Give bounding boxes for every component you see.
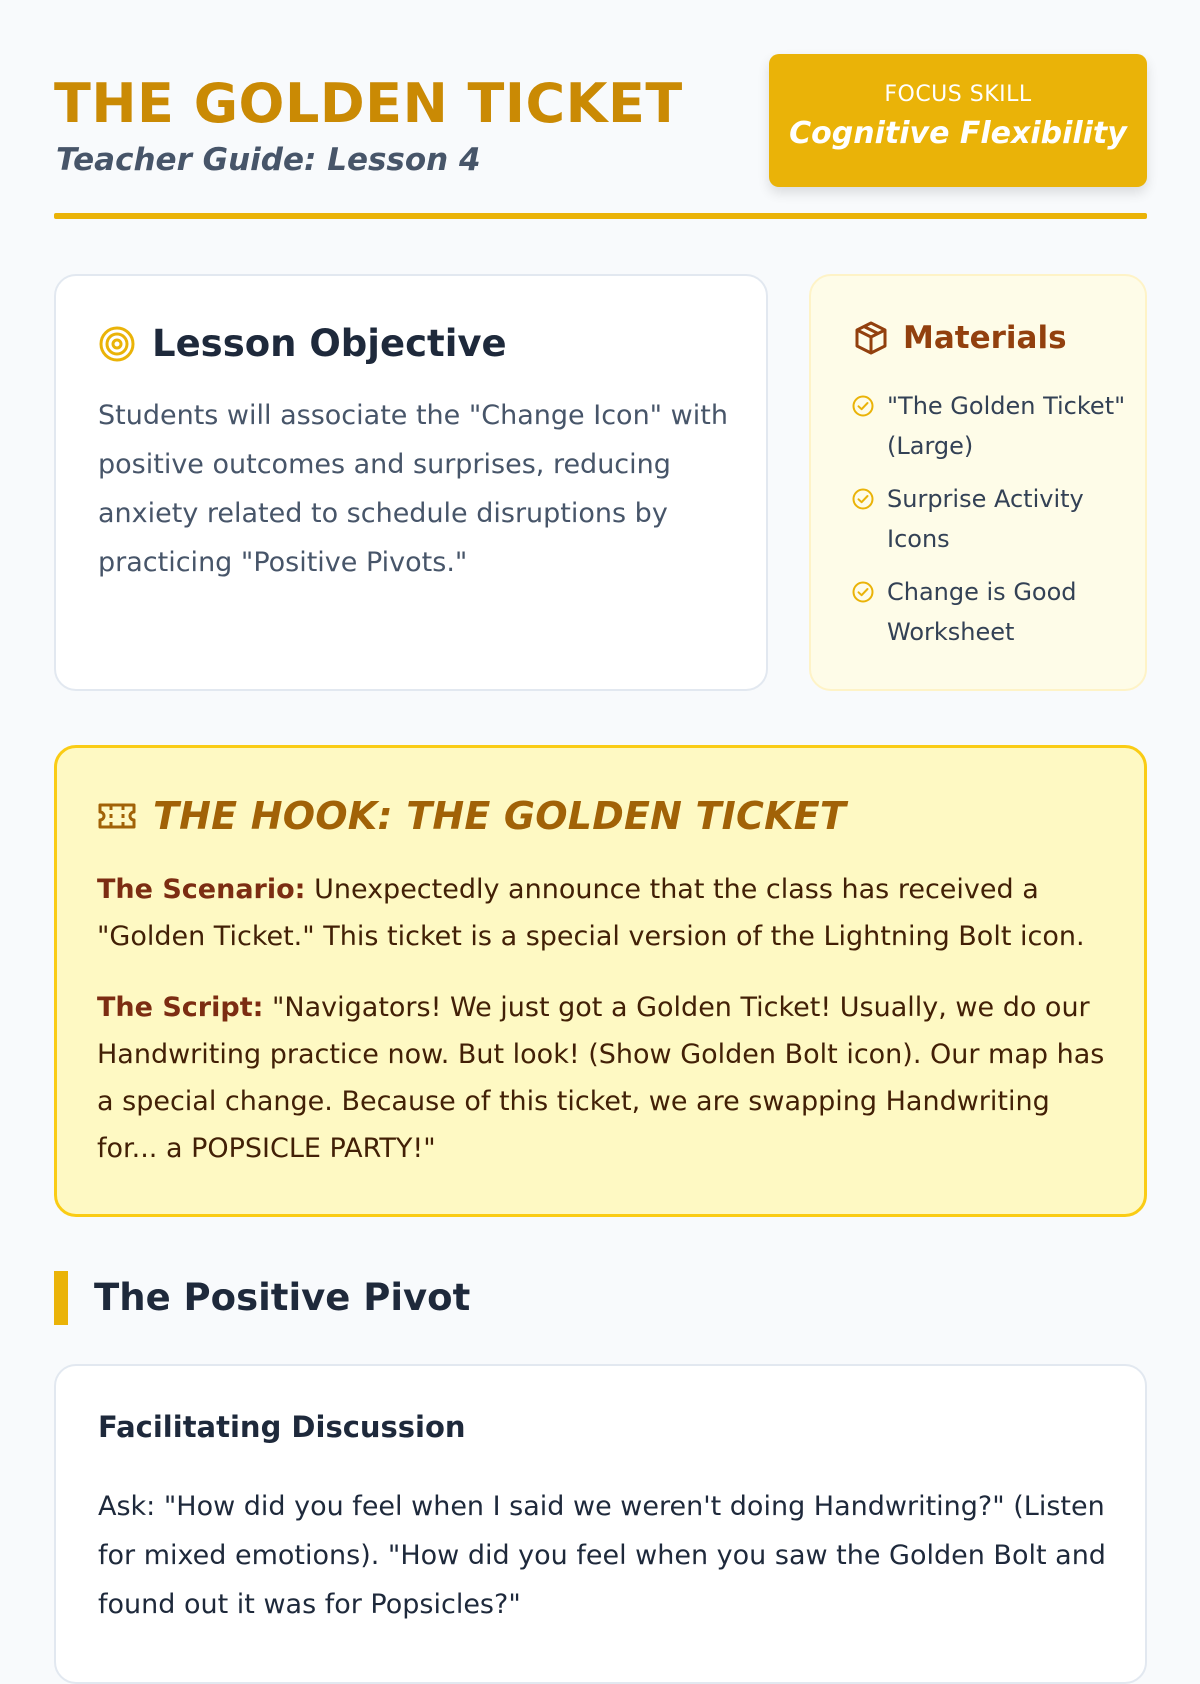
hook-section	[54, 745, 1147, 1217]
discussion-text: Ask: "How did you feel when I said we weren't doing Handwriting?" (Listen for mixed emotions). "How did you feel when you saw the Golden Bolt and found out it was for Popsicles?"	[98, 1491, 1106, 1620]
section-accent-bar	[54, 1271, 68, 1325]
script-label: The Script:	[97, 992, 264, 1023]
scenario-text: Unexpectedly announce that the class has received a "Golden Ticket." This ticket is a special version of the Lightning Bolt icon.	[97, 874, 1085, 952]
hook-scenario	[97, 866, 1107, 960]
page-title: THE GOLDEN TICKET	[54, 72, 683, 135]
materials-heading-text: Materials	[903, 320, 1067, 356]
header-divider	[54, 213, 1147, 219]
list-item	[851, 572, 1141, 652]
material-label: Surprise Activity Icons	[887, 485, 1084, 553]
page-header	[54, 0, 1147, 220]
lesson-objective-card	[54, 274, 768, 691]
target-icon	[98, 325, 136, 363]
materials-card	[809, 274, 1147, 691]
materials-heading	[853, 320, 1067, 356]
box-icon	[853, 320, 889, 356]
check-circle-icon	[851, 487, 875, 511]
hook-heading	[97, 794, 846, 838]
lesson-page	[54, 0, 1147, 1620]
check-circle-icon	[851, 580, 875, 604]
hook-heading-text: THE HOOK: THE GOLDEN TICKET	[153, 794, 847, 838]
script-text: "Navigators! We just got a Golden Ticket! Usually, we do our Handwriting practice now. But look! (Show Golden Bolt icon). Our map has a special change. Because of this ticket, we are swapping Handwriting for... a POPSICLE PARTY!"	[97, 992, 1105, 1164]
scenario-label: The Scenario:	[97, 874, 306, 905]
list-item	[851, 386, 1141, 466]
page-subtitle: Teacher Guide: Lesson 4	[56, 142, 481, 178]
hook-script	[97, 984, 1107, 1172]
focus-skill-label: FOCUS SKILL	[884, 82, 1032, 107]
materials-list	[851, 386, 1141, 665]
material-label: Change is Good Worksheet	[887, 578, 1077, 646]
discussion-card	[54, 1364, 1147, 1684]
check-circle-icon	[851, 394, 875, 418]
focus-skill-badge	[769, 54, 1147, 187]
discussion-title: Facilitating Discussion	[98, 1410, 466, 1444]
objective-heading-text: Lesson Objective	[152, 322, 507, 365]
section-title: The Positive Pivot	[94, 1276, 471, 1319]
ticket-icon	[97, 801, 137, 831]
positive-pivot-heading	[54, 1270, 470, 1325]
objective-heading	[98, 322, 507, 365]
objective-text: Students will associate the "Change Icon" with positive outcomes and surprises, reducing anxiety related to schedule disruptions by practicing "Positive Pivots."	[98, 400, 728, 578]
material-label: "The Golden Ticket" (Large)	[887, 392, 1126, 460]
focus-skill-value: Cognitive Flexibility	[789, 116, 1127, 151]
list-item	[851, 479, 1141, 559]
